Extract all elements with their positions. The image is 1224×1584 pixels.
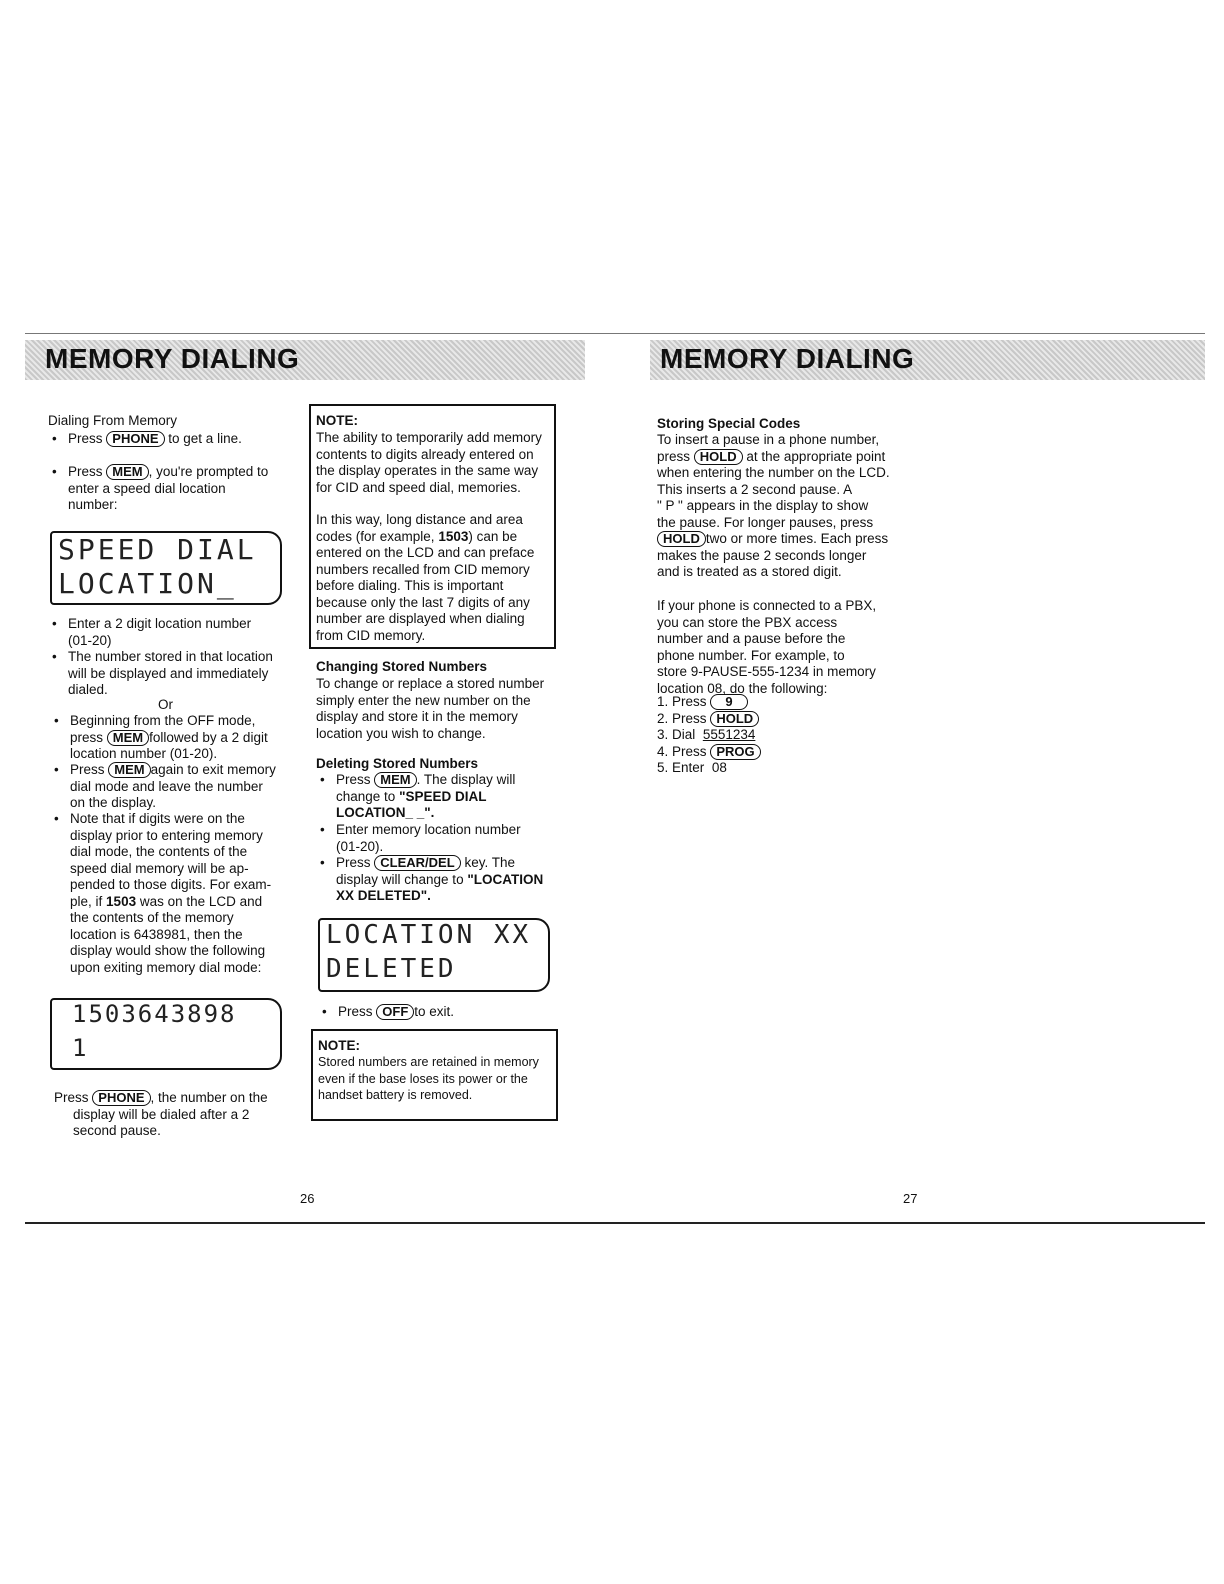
phone-key: PHONE [92,1090,150,1106]
text: because only the last 7 digits of any [316,594,530,610]
text: two or more times. Each press [705,531,889,546]
note-title: NOTE: [318,1038,360,1053]
text: key. The [464,855,515,870]
bullet-dot: • [54,762,59,777]
steps-list [657,694,857,777]
changing-paragraph [316,676,556,742]
text: , you're prompted to [148,464,269,479]
text: Press [68,464,103,479]
text: number: [68,497,118,512]
text: and is treated as a stored digit. [657,564,842,579]
text: when entering the number on the LCD. [657,465,890,480]
note-box-2 [311,1029,558,1121]
lcd-line-1: SPEED DIAL [58,533,257,566]
note-title: NOTE: [316,413,358,428]
lcd-line-1: LOCATION XX [326,920,532,950]
bullet-enter-location [52,616,288,649]
text: even if the base loses its power or the [318,1071,528,1086]
text: handset battery is removed. [318,1088,473,1102]
text-bold: 1503 [106,893,137,909]
text: Stored numbers are retained in memory [318,1055,539,1069]
bullet-dot: • [320,855,325,870]
bullet-dot: • [52,431,57,446]
hold-key: HOLD [694,449,743,465]
text: " P " appears in the display to show [657,498,869,513]
text: press [70,729,104,745]
text: followed by a 2 digit [149,729,268,745]
text: speed dial memory will be ap- [70,860,249,876]
pbx-paragraph [657,598,897,697]
text-bold: LOCATION_ _". [336,805,435,820]
bullet-press-off [322,1004,455,1021]
text: store 9-PAUSE-555-1234 in memory [657,664,876,679]
mem-key: MEM [107,730,149,746]
page-number-left: 26 [300,1191,315,1206]
bullet-delete-press-mem [320,772,552,822]
text: dial mode, the contents of the [70,844,248,859]
press-phone-paragraph [54,1090,289,1140]
deleting-stored-numbers-heading: Deleting Stored Numbers [316,756,479,771]
step-item [657,694,857,711]
text: the pause. For longer pauses, press [657,514,874,530]
step-number: 2. [657,710,669,726]
bullet-beginning-off [54,713,285,763]
text: at the appropriate point [746,448,886,464]
text: Press [336,772,371,787]
text: simply enter the new number on the [316,692,531,708]
step-item [657,727,857,744]
bullet-dot: • [52,649,57,664]
bullet-dot: • [320,822,325,837]
text: Press [338,1004,373,1019]
text: codes (for example, [316,528,435,544]
text: dial mode and leave the number [70,778,263,794]
prog-key: PROG [710,744,760,760]
text: contents to digits already entered on [316,446,534,462]
text: the display operates in the same way [316,463,539,478]
text: display will change to [336,871,464,887]
text: will be displayed and immediately [68,665,269,681]
text: enter a speed dial location [68,480,226,496]
text: to exit. [414,1004,455,1019]
bullet-note-digits [54,811,285,976]
text: to get a line. [168,431,242,446]
text: change to [336,788,396,804]
lcd-line-2: 1 [72,1034,90,1062]
step-value: 08 [711,760,727,775]
changing-stored-numbers-heading: Changing Stored Numbers [316,659,488,674]
text: location is 6438981, then the [70,926,243,942]
text: , the number on the [150,1090,268,1105]
text: pended to those digits. For exam- [70,877,272,892]
text: before dialing. This is important [316,578,504,593]
text-bold: "LOCATION [467,871,544,887]
text: for CID and speed dial, memories. [316,479,521,495]
bullet-press-phone [52,431,242,448]
step-item [657,711,857,728]
step-label: Press [672,694,707,709]
hold-key: HOLD [710,711,759,727]
note-body [318,1054,556,1104]
lcd-line-2: LOCATION_ [58,567,237,600]
bullet-dot: • [322,1004,327,1019]
step-label: Dial [672,727,696,742]
note-box-1 [309,404,556,649]
bullet-dot: • [54,811,59,826]
text: ple, if [70,893,103,909]
text: (01-20). [336,838,384,854]
text: location number (01-20). [70,746,218,761]
clear-del-key: CLEAR/DEL [374,855,460,871]
text: Enter a 2 digit location number [68,616,252,631]
page-number-right: 27 [903,1191,918,1206]
mem-key: MEM [374,772,416,788]
text: Beginning from the OFF mode, [70,713,256,728]
phone-key: PHONE [106,431,164,447]
bullet-number-stored [52,649,288,699]
off-key: OFF [376,1004,414,1020]
text: entered on the LCD and can preface [316,545,535,560]
text: location 08, do the following: [657,680,828,696]
text: from CID memory. [316,627,426,643]
right-page-header: MEMORY DIALING [660,343,915,374]
step-label: Press [672,743,707,759]
step-number: 3. [657,727,669,742]
text: second pause. [73,1123,161,1138]
text: To insert a pause in a phone number, [657,432,880,447]
text: phone number. For example, to [657,647,845,663]
text: In this way, long distance and area [316,512,523,527]
text: makes the pause 2 seconds longer [657,547,867,563]
text: Press [68,431,103,446]
text: If your phone is connected to a PBX, [657,598,877,613]
lcd-line-2: DELETED [326,954,457,984]
step-number: 1. [657,694,669,709]
text: Press [70,762,105,777]
text-bold: 1503 [438,528,469,544]
text: Press [54,1090,89,1105]
bullet-delete-enter-location [320,822,552,855]
text: number and a pause before the [657,631,846,646]
text: Enter memory location number [336,822,521,837]
top-rule [25,333,1205,334]
text: you can store the PBX access [657,614,838,630]
text: Note that if digits were on the [70,811,245,826]
lcd-location-deleted [318,918,550,992]
lcd-number-display [50,998,282,1070]
storing-paragraph [657,432,897,581]
bullet-dot: • [320,772,325,787]
or-text: Or [158,697,173,712]
step-number: 5. [657,760,669,775]
text: on the display. [70,795,157,810]
step-number: 4. [657,743,669,759]
text: again to exit memory [150,762,276,777]
bullet-press-mem [52,464,283,514]
text: ) can be [468,528,518,544]
bullet-dot: • [52,464,57,479]
bullet-dot: • [54,713,59,728]
text: display will be dialed after a 2 [73,1106,250,1122]
step-item [657,760,857,777]
text: dialed. [68,682,108,697]
text: upon exiting memory dial mode: [70,959,262,975]
text: This inserts a 2 second pause. A [657,481,853,497]
mem-key: MEM [106,464,148,480]
step-label: Enter [672,760,705,775]
step-value: 5551234 [702,727,756,742]
bullet-delete-press-clear [320,855,552,905]
text-bold: "SPEED DIAL [399,788,487,804]
lcd-line-1: 1503643898 [72,1000,237,1028]
bottom-rule [25,1222,1205,1224]
text: . The display will [416,772,516,787]
text: was on the LCD and [139,893,263,909]
dialing-from-memory-heading: Dialing From Memory [48,413,178,428]
step-label: Press [672,710,707,726]
note-body [316,430,552,644]
bullet-press-mem-again [54,762,285,812]
text: To change or replace a stored number [316,676,545,691]
text: display would show the following [70,943,266,958]
text: location you wish to change. [316,725,486,741]
text-bold: XX DELETED". [336,888,431,903]
step-item [657,744,857,761]
left-page-header: MEMORY DIALING [45,343,300,374]
text: press [657,448,691,464]
lcd-speed-dial-location [50,531,282,605]
text: the contents of the memory [70,910,234,925]
text: display prior to entering memory [70,827,263,843]
bullet-dot: • [52,616,57,631]
storing-special-codes-heading: Storing Special Codes [657,416,801,431]
text: Press [336,855,371,870]
nine-key: 9 [710,694,747,710]
mem-key: MEM [108,762,150,778]
text: display and store it in the memory [316,709,518,724]
text: (01-20) [68,632,112,648]
text: The number stored in that location [68,649,273,664]
hold-key: HOLD [657,531,706,547]
text: number are displayed when dialing [316,611,525,626]
text: numbers recalled from CID memory [316,561,530,577]
text: The ability to temporarily add memory [316,430,542,445]
